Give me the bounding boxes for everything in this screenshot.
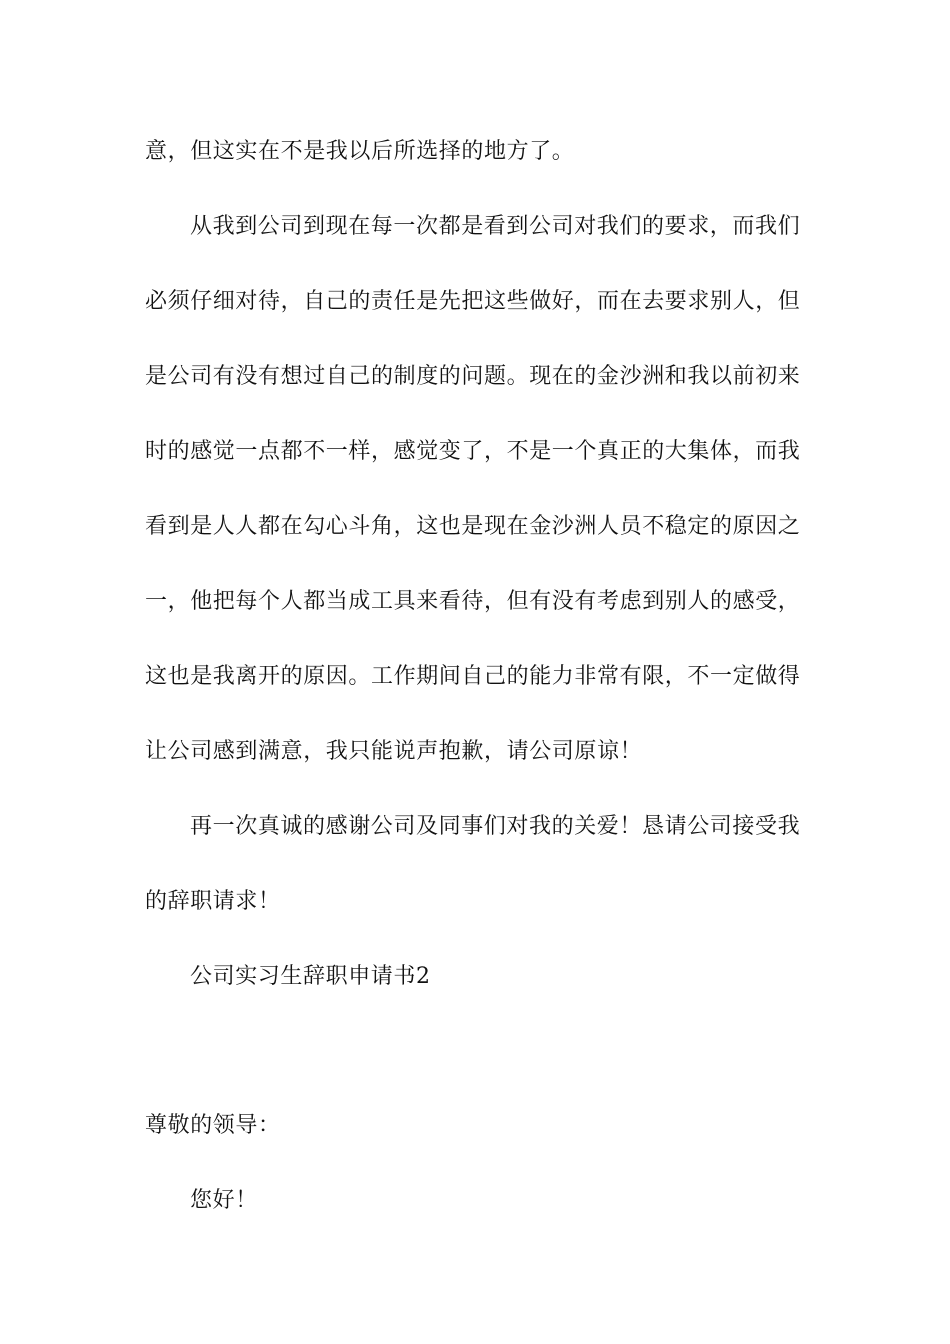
salutation: 尊敬的领导： <box>145 1113 281 1138</box>
paragraph-line: 必须仔细对待，自己的责任是先把这些做好，而在去要求别人，但 <box>145 289 801 314</box>
paragraph-line: 的辞职请求！ <box>145 889 281 914</box>
paragraph-line: 这也是我离开的原因。工作期间自己的能力非常有限，不一定做得 <box>145 664 801 689</box>
paragraph-line: 是公司有没有想过自己的制度的问题。现在的金沙洲和我以前初来 <box>145 364 801 389</box>
paragraph-line: 让公司感到满意，我只能说声抱歉，请公司原谅！ <box>145 739 643 764</box>
paragraph-line: 意，但这实在不是我以后所选择的地方了。 <box>145 139 575 164</box>
greeting: 您好！ <box>190 1188 258 1213</box>
section-title: 公司实习生辞职申请书2 <box>190 964 431 989</box>
paragraph-line: 一，他把每个人都当成工具来看待，但有没有考虑到别人的感受， <box>145 589 801 614</box>
paragraph-line: 再一次真诚的感谢公司及同事们对我的关爱！恳请公司接受我 <box>190 814 801 839</box>
paragraph-line: 时的感觉一点都不一样，感觉变了，不是一个真正的大集体，而我 <box>145 439 801 464</box>
paragraph-line: 从我到公司到现在每一次都是看到公司对我们的要求，而我们 <box>190 214 801 239</box>
paragraph-line: 看到是人人都在勾心斗角，这也是现在金沙洲人员不稳定的原因之 <box>145 514 801 539</box>
